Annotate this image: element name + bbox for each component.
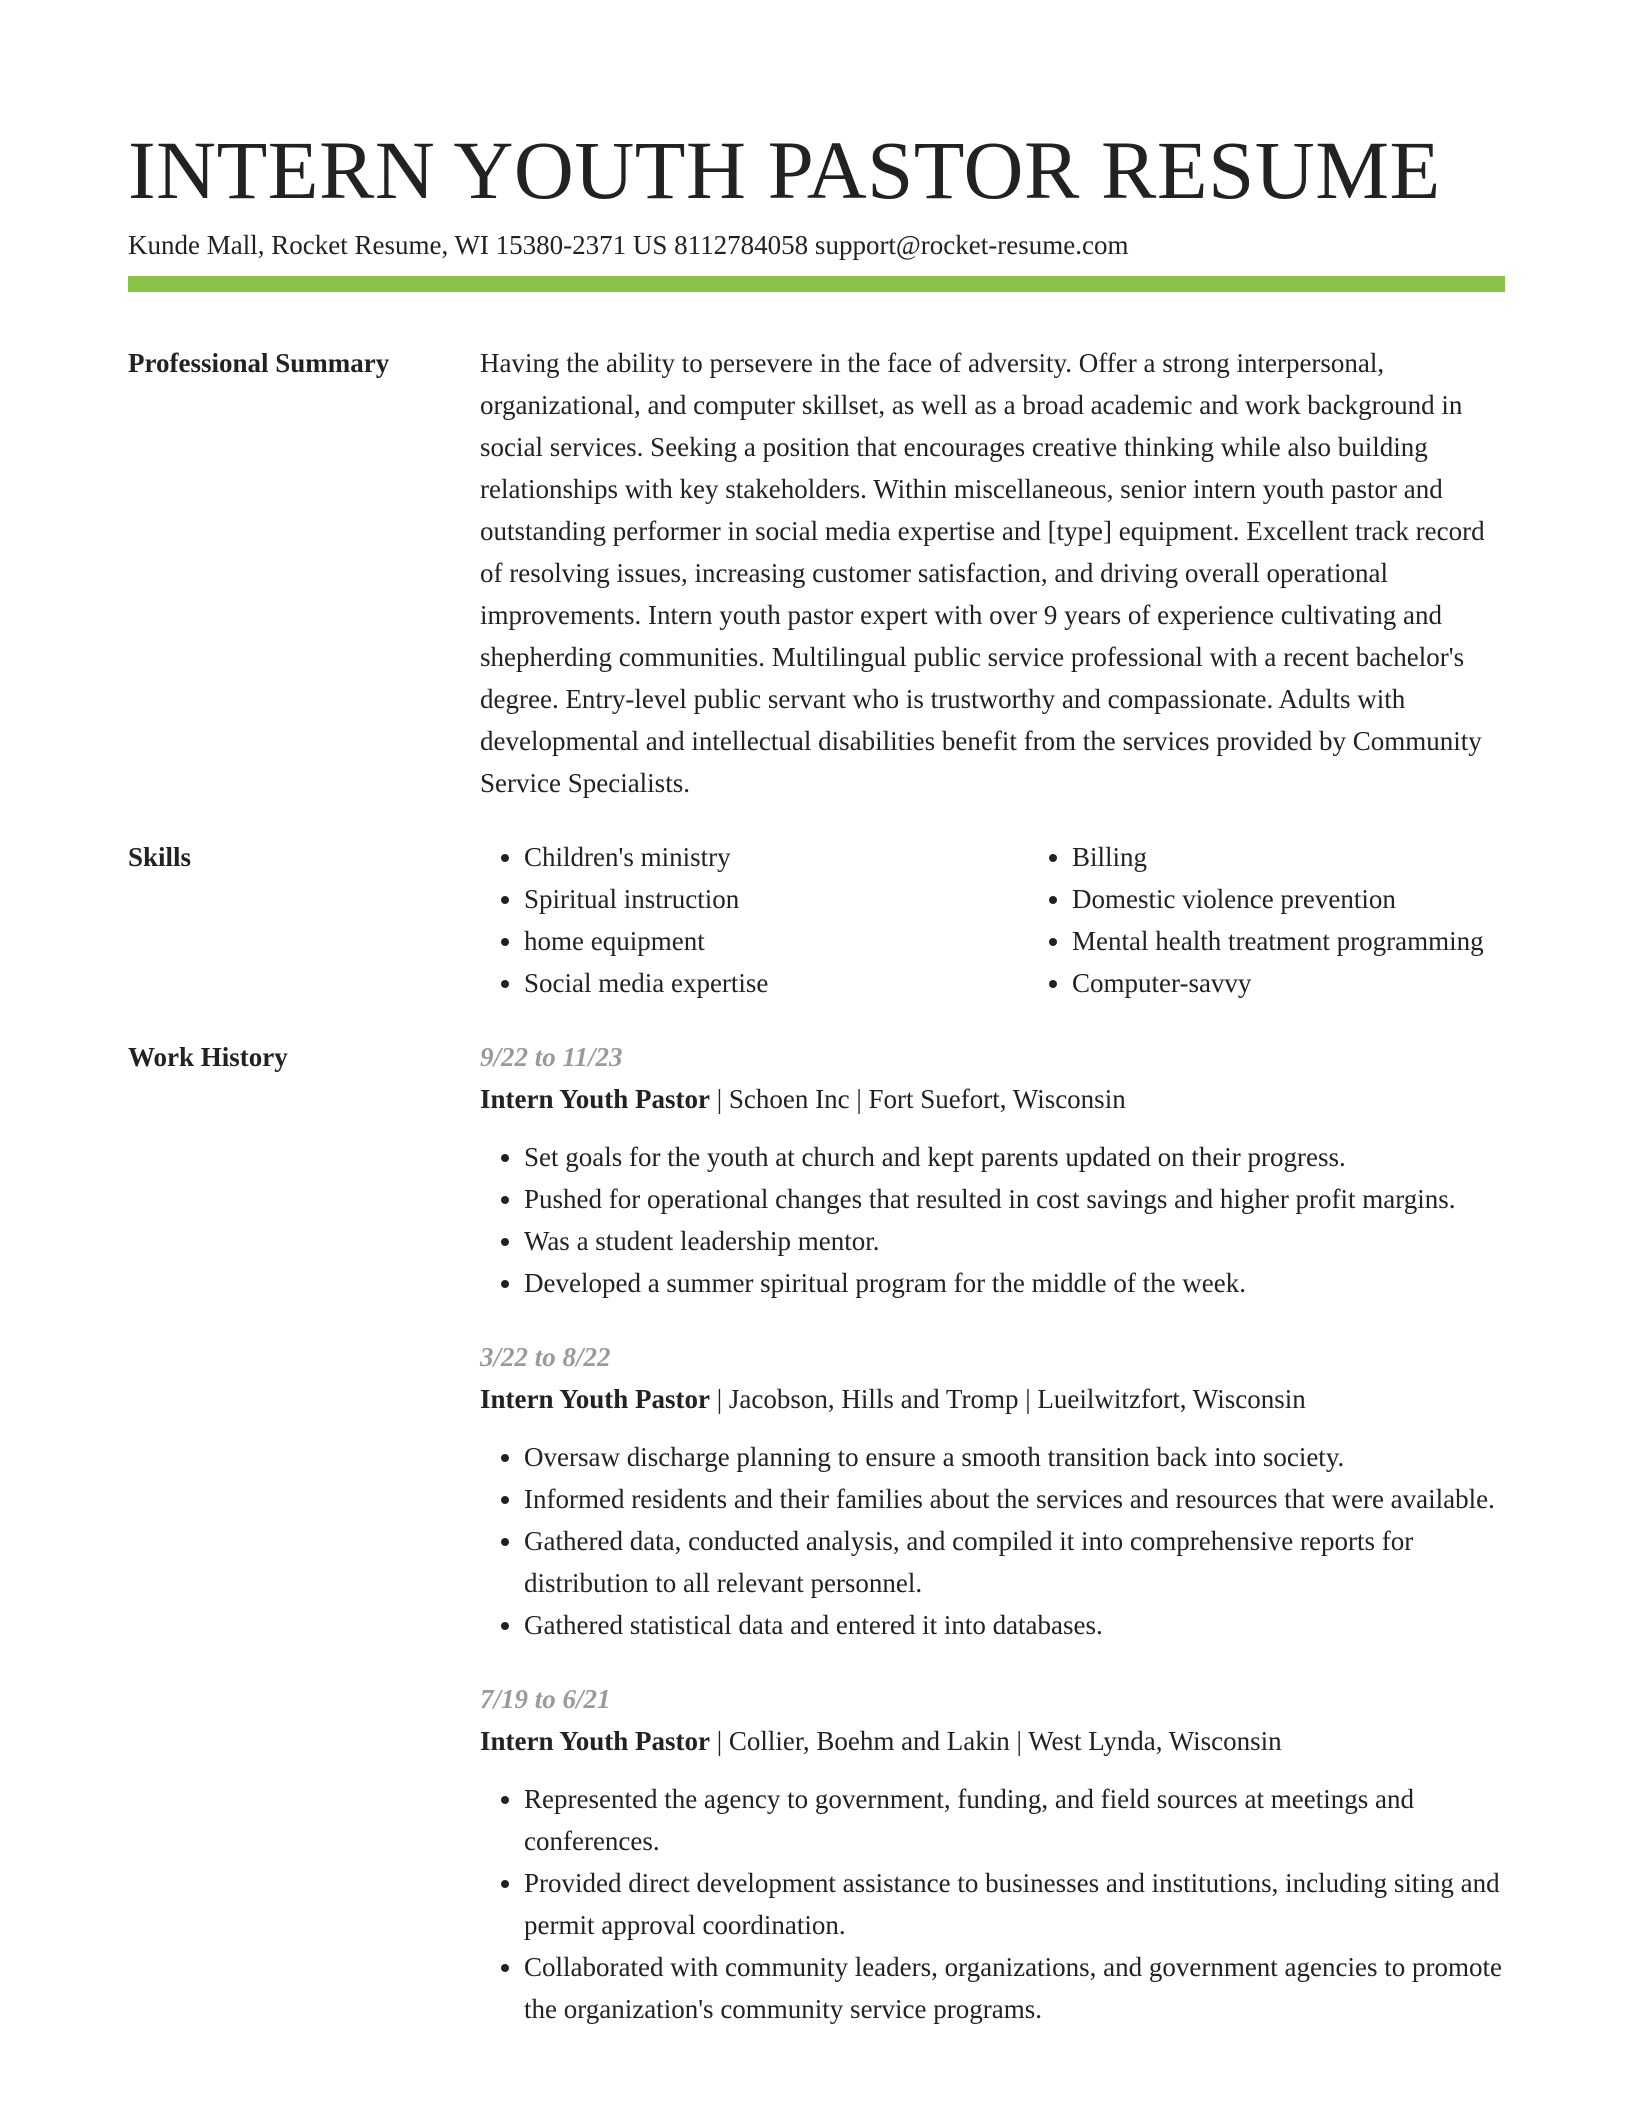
skills-list-left <box>480 836 1028 1004</box>
job-bullets <box>480 1436 1505 1646</box>
skill-item: • Mental health treatment programming <box>1072 920 1576 962</box>
job-entry <box>480 1678 1505 2030</box>
skill-item: • Children's ministry <box>524 836 1028 878</box>
job-role: Intern Youth Pastor <box>480 1084 711 1114</box>
job-title-line <box>480 1078 1505 1120</box>
job-role: Intern Youth Pastor <box>480 1726 711 1756</box>
skill-item: • Spiritual instruction <box>524 878 1028 920</box>
accent-divider <box>128 276 1505 292</box>
job-details: | Schoen Inc | Fort Suefort, Wisconsin <box>710 1084 1126 1114</box>
work-history-section <box>128 1036 1505 2062</box>
summary-body <box>480 342 1505 804</box>
job-title-line <box>480 1378 1505 1420</box>
work-history-body <box>480 1036 1505 2062</box>
summary-text: Having the ability to persevere in the face of adversity. Offer a strong interpersonal, organizational, and computer skillset, as well as a broad academic and work background in social services. Seeking a position that encourages creative thinking while also building relationships with key stakeholders. Within miscellaneous, senior intern youth pastor and outstanding performer in social media expertise and [type] equipment. Excellent track record of resolving issues, increasing customer satisfaction, and driving overall operational improvements. Intern youth pastor expert with over 9 years of experience cultivating and shepherding communities. Multilingual public service professional with a recent bachelor's degree. Entry-level public servant who is trustworthy and compassionate. Adults with developmental and intellectual disabilities benefit from the services provided by Community Service Specialists. <box>480 348 1485 798</box>
job-bullet: • Pushed for operational changes that resulted in cost savings and higher profit margins. <box>524 1178 1505 1220</box>
skills-heading: Skills <box>128 842 192 872</box>
job-bullet: • Provided direct development assistance to businesses and institutions, including siting and permit approval coordination. <box>524 1862 1505 1946</box>
skill-item: • Computer-savvy <box>1072 962 1576 1004</box>
summary-heading: Professional Summary <box>128 348 390 378</box>
skill-item: • Billing <box>1072 836 1576 878</box>
skill-item: • home equipment <box>524 920 1028 962</box>
job-title-line <box>480 1720 1505 1762</box>
skills-body <box>480 836 1576 1004</box>
job-bullet: • Oversaw discharge planning to ensure a smooth transition back into society. <box>524 1436 1505 1478</box>
job-entry <box>480 1036 1505 1304</box>
job-bullet: • Set goals for the youth at church and kept parents updated on their progress. <box>524 1136 1505 1178</box>
job-dates: 3/22 to 8/22 <box>480 1342 611 1372</box>
job-bullets <box>480 1778 1505 2030</box>
work-history-heading: Work History <box>128 1042 288 1072</box>
skills-list-right <box>1028 836 1576 1004</box>
skills-columns <box>480 836 1576 1004</box>
skills-section <box>128 836 1505 1004</box>
contact-info: Kunde Mall, Rocket Resume, WI 15380-2371 US 8112784058 support@rocket-resume.com <box>128 230 1129 260</box>
job-details: | Collier, Boehm and Lakin | West Lynda, Wisconsin <box>710 1726 1282 1756</box>
skill-item: • Domestic violence prevention <box>1072 878 1576 920</box>
job-bullet: • Gathered statistical data and entered it into databases. <box>524 1604 1505 1646</box>
job-bullet: • Collaborated with community leaders, organizations, and government agencies to promote the organization's community service programs. <box>524 1946 1505 2030</box>
job-details: | Jacobson, Hills and Tromp | Lueilwitzfort, Wisconsin <box>710 1384 1306 1414</box>
job-bullet: • Developed a summer spiritual program for the middle of the week. <box>524 1262 1505 1304</box>
job-dates: 7/19 to 6/21 <box>480 1684 611 1714</box>
job-bullet: • Was a student leadership mentor. <box>524 1220 1505 1262</box>
job-bullet: • Gathered data, conducted analysis, and compiled it into comprehensive reports for distribution to all relevant personnel. <box>524 1520 1505 1604</box>
job-bullets <box>480 1136 1505 1304</box>
job-dates: 9/22 to 11/23 <box>480 1042 623 1072</box>
job-entry <box>480 1336 1505 1646</box>
skill-item: • Social media expertise <box>524 962 1028 1004</box>
job-role: Intern Youth Pastor <box>480 1384 711 1414</box>
resume-page <box>128 0 1505 2062</box>
job-bullet: • Informed residents and their families about the services and resources that were available. <box>524 1478 1505 1520</box>
page-title: INTERN YOUTH PASTOR RESUME <box>128 124 1441 216</box>
job-bullet: • Represented the agency to government, funding, and field sources at meetings and conferences. <box>524 1778 1505 1862</box>
summary-section <box>128 342 1505 804</box>
